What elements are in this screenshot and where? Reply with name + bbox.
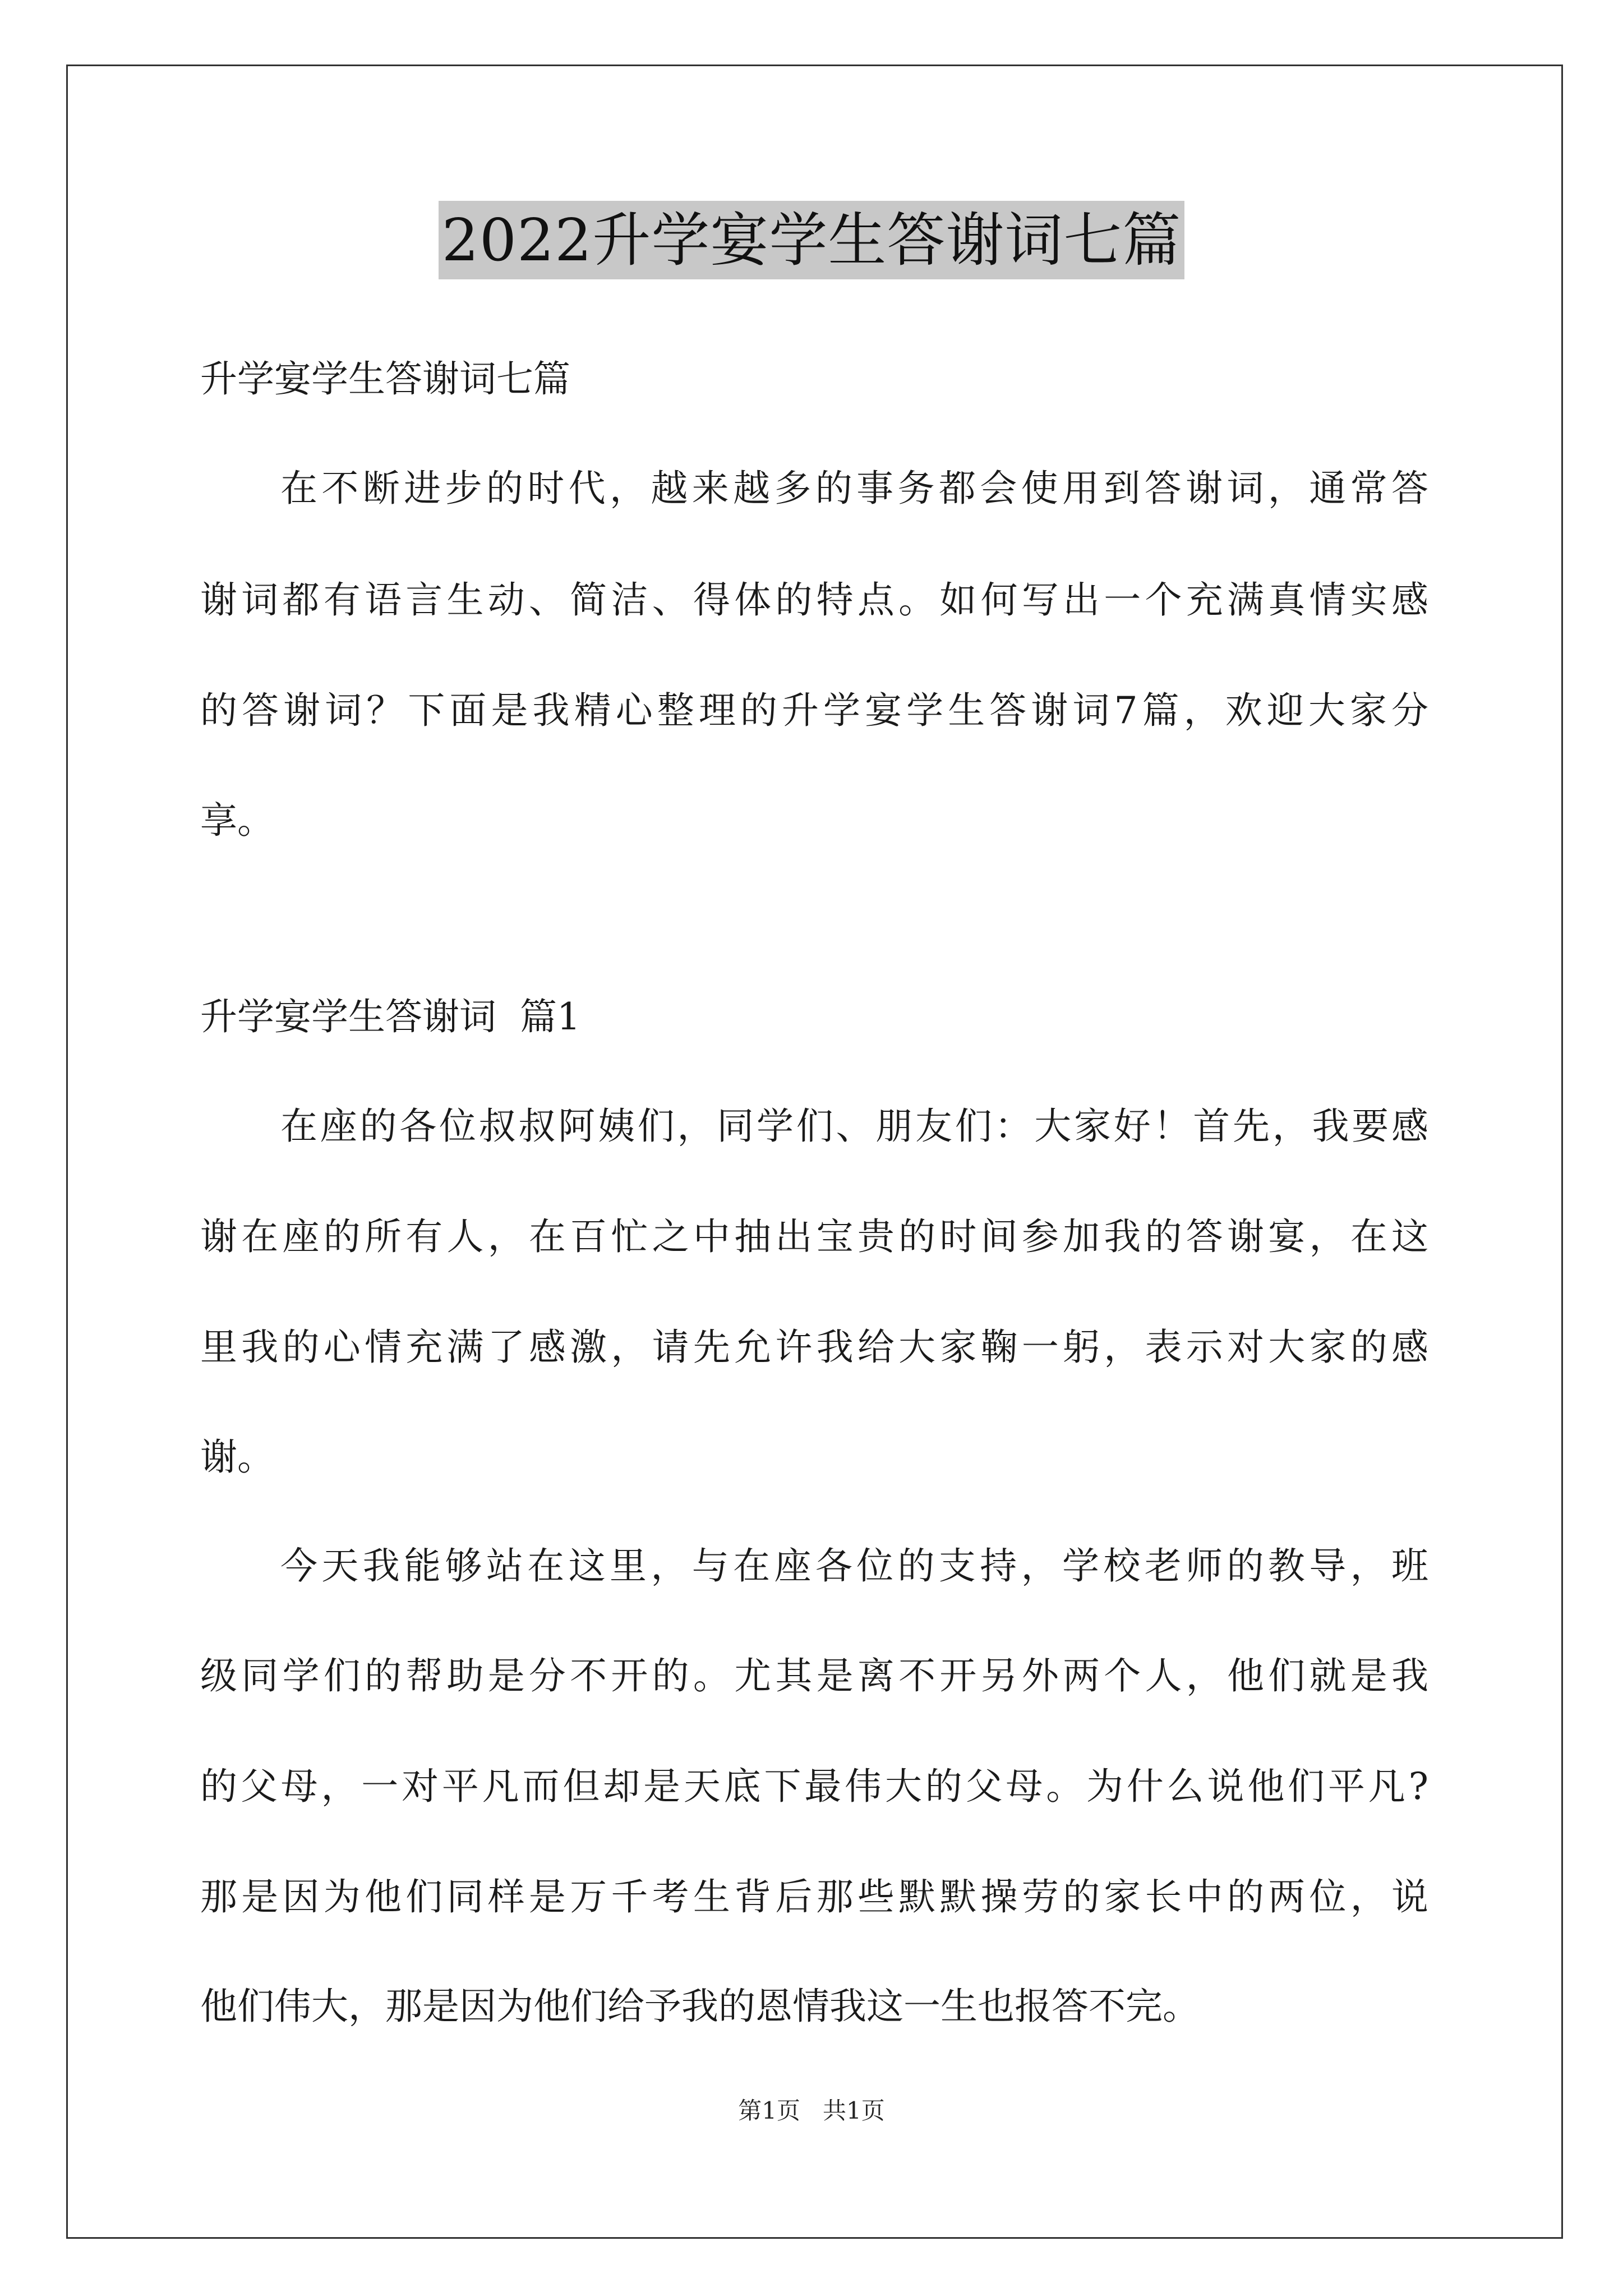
section1-p2-line-5: 他们伟大，那是因为他们给予我的恩情我这一生也报答不完。 (200, 1985, 1200, 2028)
page-footer: 第1页 共1页 (738, 2097, 885, 2124)
intro-line-3: 的答谢词？下面是我精心整理的升学宴学生答谢词7篇，欢迎大家分 (200, 689, 1428, 732)
section1-p2-line-3: 的父母，一对平凡而但却是天底下最伟大的父母。为什么说他们平凡? (200, 1765, 1428, 1808)
document-subtitle: 升学宴学生答谢词七篇 (200, 357, 570, 401)
section1-p1-line-4: 谢。 (200, 1435, 274, 1479)
document-title: 2022升学宴学生答谢词七篇 (439, 201, 1185, 279)
section1-p1-line-2: 谢在座的所有人，在百忙之中抽出宝贵的时间参加我的答谢宴，在这 (200, 1215, 1428, 1258)
section1-p2-line-1: 今天我能够站在这里，与在座各位的支持，学校老师的教导，班 (280, 1544, 1428, 1588)
intro-line-2: 谢词都有语言生动、简洁、得体的特点。如何写出一个充满真情实感 (200, 578, 1428, 622)
intro-line-1: 在不断进步的时代，越来越多的事务都会使用到答谢词，通常答 (280, 467, 1428, 510)
title-container (0, 201, 1623, 279)
section1-heading: 升学宴学生答谢词 篇1 (200, 995, 580, 1038)
section1-p1-line-1: 在座的各位叔叔阿姨们，同学们、朋友们：大家好！首先，我要感 (280, 1105, 1428, 1148)
section1-p2-line-2: 级同学们的帮助是分不开的。尤其是离不开另外两个人，他们就是我 (200, 1654, 1428, 1697)
intro-line-4: 享。 (200, 799, 274, 842)
section1-p1-line-3: 里我的心情充满了感激，请先允许我给大家鞠一躬，表示对大家的感 (200, 1326, 1428, 1369)
section1-p2-line-4: 那是因为他们同样是万千考生背后那些默默操劳的家长中的两位，说 (200, 1875, 1428, 1918)
